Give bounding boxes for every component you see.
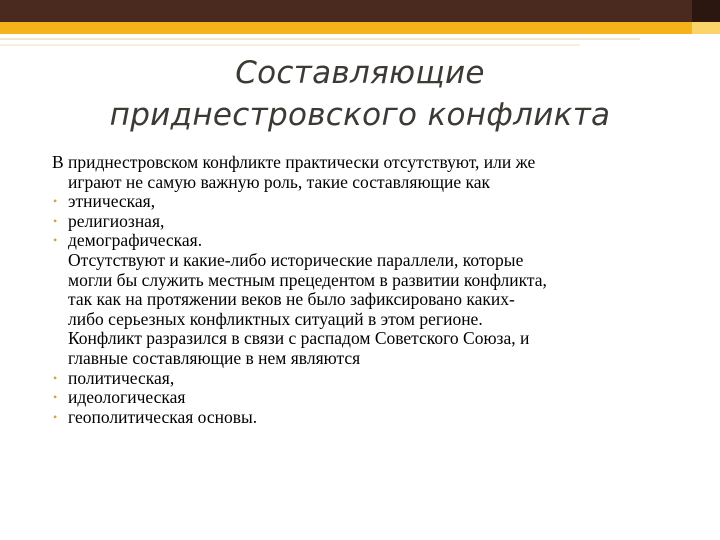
paragraph-line: Конфликт разразился в связи с распадом Советского Союза, и: [68, 328, 530, 349]
list-item-label: политическая,: [68, 367, 175, 388]
list-item: [52, 231, 692, 251]
list-item: [52, 369, 692, 389]
decorative-line-2: [0, 44, 580, 46]
paragraph-line: либо серьезных конфликтных ситуаций в этом регионе.: [68, 308, 483, 329]
slide-body: [52, 153, 692, 427]
list-item: [52, 388, 692, 408]
list-item-label: идеологическая: [68, 387, 186, 408]
header-bar-tab: [692, 0, 720, 22]
accent-stripe: [0, 22, 720, 34]
bullet-icon: •: [53, 213, 58, 228]
paragraph-line: так как на протяжении веков не было зафиксировано каких-: [68, 289, 515, 310]
header-bar: [0, 0, 720, 22]
list-item-label: этническая,: [68, 191, 156, 212]
slide-title-line-1: Составляющие: [235, 55, 485, 91]
bullet-icon: •: [53, 194, 58, 209]
accent-stripe-notch: [692, 22, 720, 34]
list-item: [52, 212, 692, 232]
bullet-icon: •: [53, 370, 58, 385]
decorative-line-1: [0, 38, 640, 40]
intro-line-1: В приднестровском конфликте практически отсутствуют, или же: [52, 152, 536, 172]
bullet-icon: •: [53, 233, 58, 248]
bullet-icon: •: [53, 409, 58, 424]
list-item: [52, 192, 692, 212]
bullet-icon: •: [53, 390, 58, 405]
slide-title-line-2: приднестровского конфликта: [109, 97, 611, 133]
list-item: [52, 408, 692, 428]
intro-line-2: играют не самую важную роль, такие составляющие как: [68, 171, 491, 192]
paragraph-line: главные составляющие в нем являются: [68, 347, 361, 368]
list-item-label: религиозная,: [68, 210, 165, 231]
list-item-label: геополитическая основы.: [68, 406, 258, 427]
paragraph-line: Отсутствуют и какие-либо исторические параллели, которые: [68, 249, 524, 270]
paragraph-line: могли бы служить местным прецедентом в развитии конфликта,: [68, 269, 547, 290]
decorative-lines: [0, 38, 720, 50]
list-item-label: демографическая.: [68, 230, 203, 251]
slide-title: [40, 52, 680, 136]
